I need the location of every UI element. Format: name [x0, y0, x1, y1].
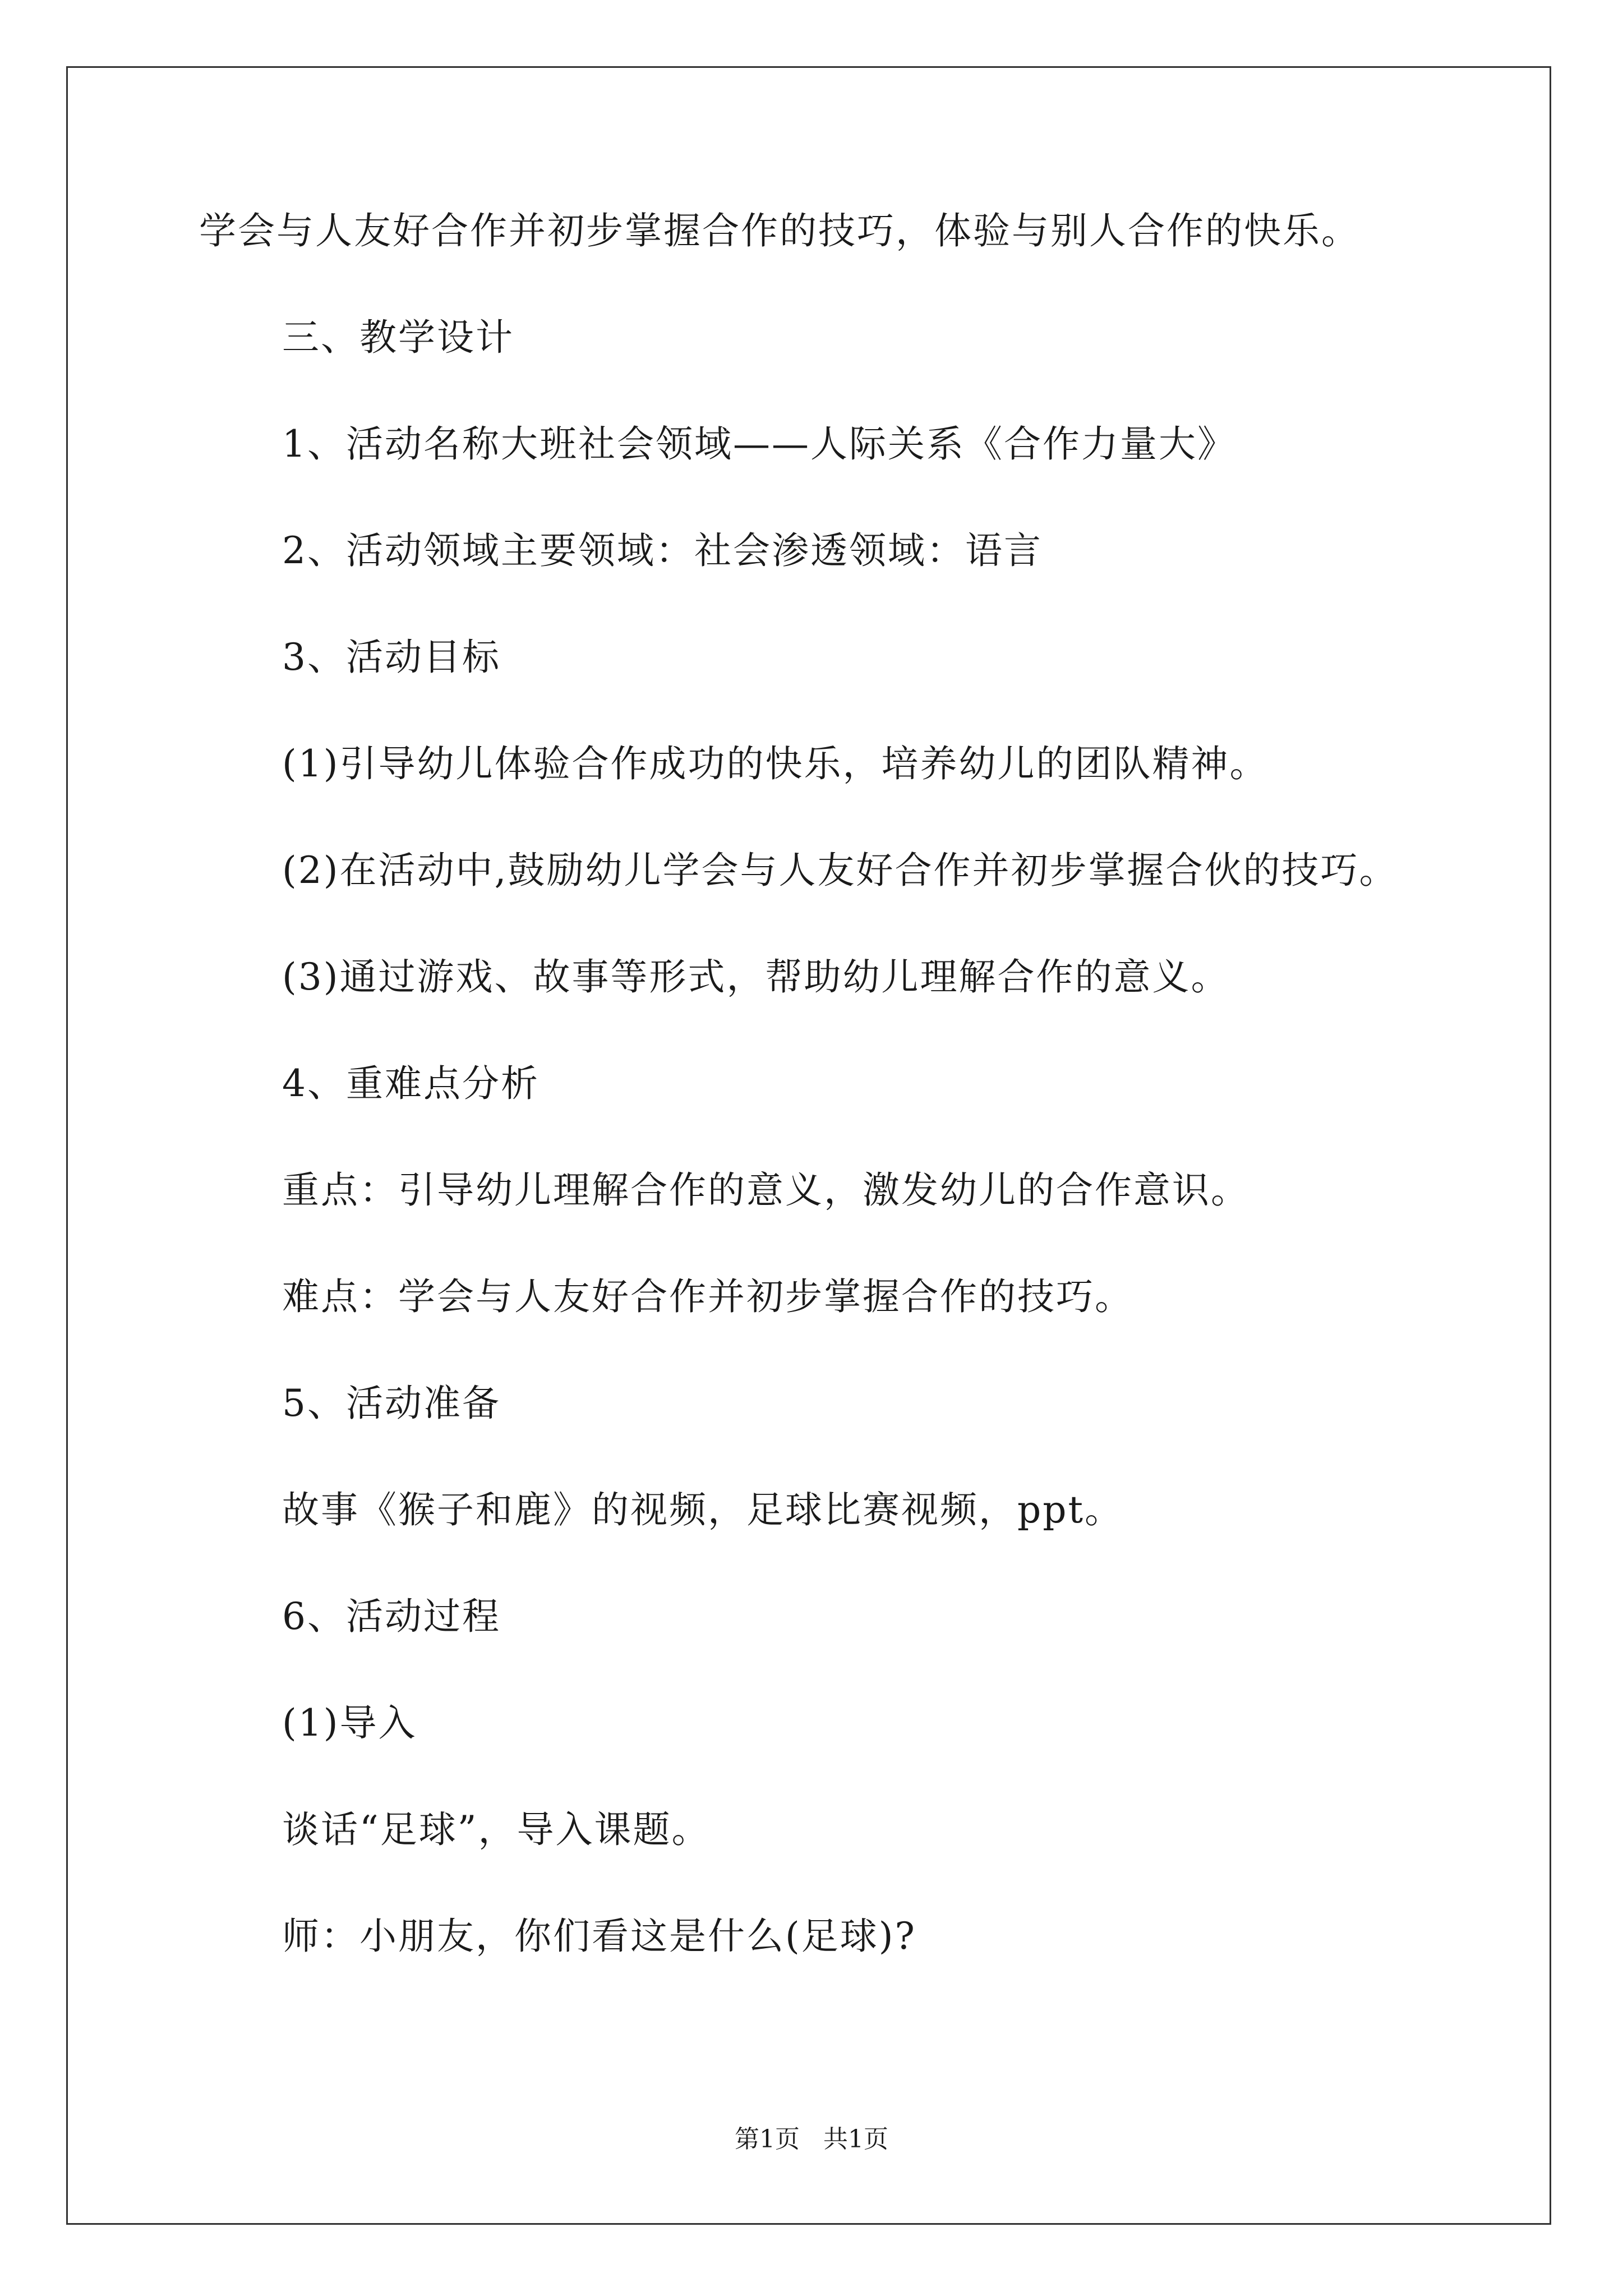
paragraph-line: 重点：引导幼儿理解合作的意义，激发幼儿的合作意识。	[282, 1168, 1249, 1212]
list-item: (2)在活动中,鼓励幼儿学会与人友好合作并初步掌握合伙的技巧。	[282, 849, 1398, 892]
section-heading: 三、教学设计	[282, 316, 514, 359]
paragraph-line: 故事《猴子和鹿》的视频，足球比赛视频，ppt。	[282, 1488, 1124, 1531]
document-body	[199, 208, 1489, 2019]
subsection-heading: 3、活动目标	[282, 636, 501, 679]
page-number-current: 第1页	[735, 2125, 800, 2154]
subsection-heading: 5、活动准备	[282, 1382, 501, 1425]
paragraph-line: 师：小朋友，你们看这是什么(足球)?	[282, 1915, 916, 1958]
paragraph-line: 难点：学会与人友好合作并初步掌握合作的技巧。	[282, 1275, 1133, 1318]
list-item: (1)引导幼儿体验合作成功的快乐，培养幼儿的团队精神。	[282, 742, 1269, 785]
paragraph-line: 1、活动名称大班社会领域——人际关系《合作力量大》	[282, 422, 1236, 466]
paragraph-line: 学会与人友好合作并初步掌握合作的技巧，体验与别人合作的快乐。	[199, 209, 1360, 252]
subsection-heading: 6、活动过程	[282, 1595, 501, 1638]
list-item: (3)通过游戏、故事等形式，帮助幼儿理解合作的意义。	[282, 955, 1230, 999]
paragraph-line: 谈话“足球”，导入课题。	[282, 1808, 711, 1851]
page-number-total: 共1页	[823, 2125, 888, 2154]
subsection-heading: 4、重难点分析	[282, 1062, 540, 1105]
paragraph-line: 2、活动领域主要领域：社会渗透领域：语言	[282, 529, 1043, 572]
page-footer	[0, 2123, 1623, 2156]
list-item: (1)导入	[282, 1701, 417, 1745]
